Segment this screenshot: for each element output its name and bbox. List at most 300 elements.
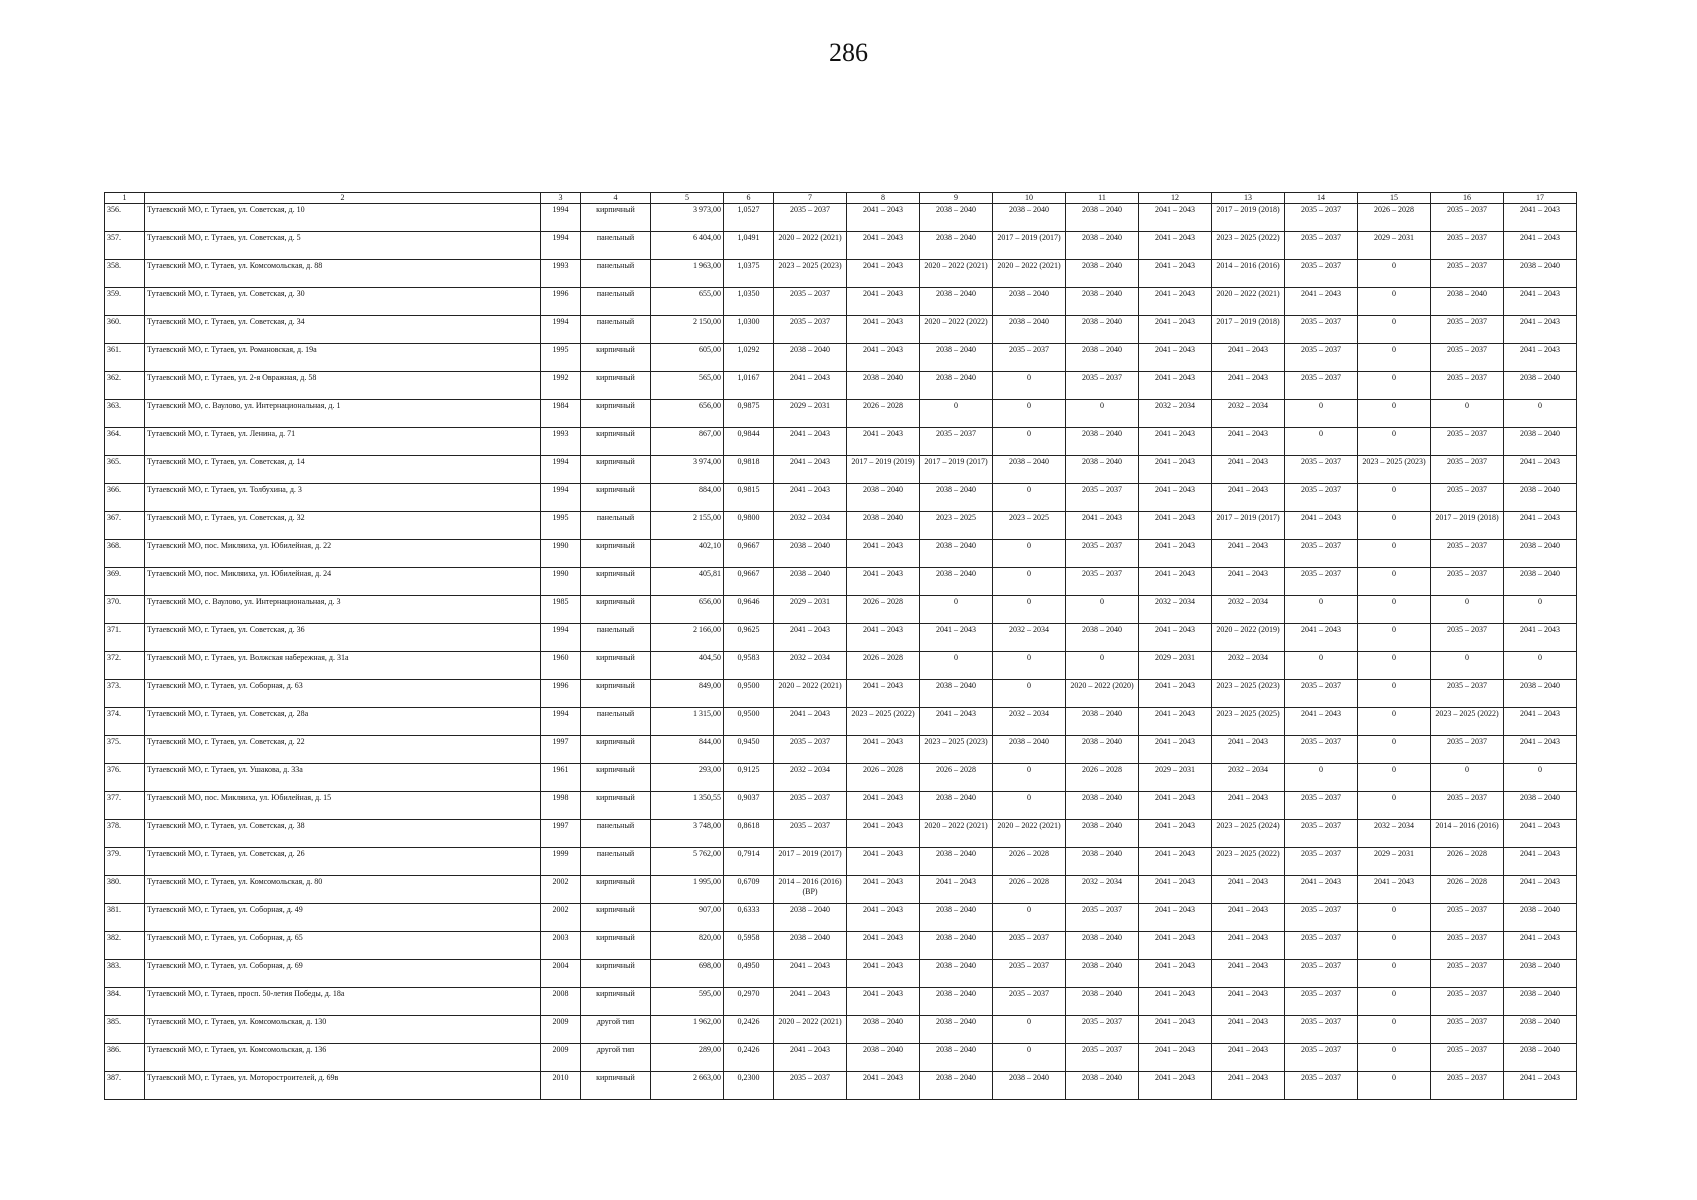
- area-cell: 656,00: [651, 400, 724, 428]
- wall-material-cell: панельный: [581, 624, 651, 652]
- year-cell: 1996: [541, 680, 581, 708]
- period-cell: 0: [993, 680, 1066, 708]
- period-cell: 2041 – 2043: [1504, 1072, 1577, 1100]
- table-row: [105, 372, 1577, 400]
- period-cell: 2038 – 2040: [920, 288, 993, 316]
- column-header: 9: [920, 193, 993, 204]
- period-cell: 2041 – 2043: [1139, 876, 1212, 904]
- address-cell: Тутаевский МО, с. Ваулово, ул. Интернациональная, д. 3: [145, 596, 541, 624]
- period-cell: 0: [1285, 428, 1358, 456]
- period-cell: 0: [1358, 1072, 1431, 1100]
- period-cell: 0: [993, 596, 1066, 624]
- year-cell: 1994: [541, 316, 581, 344]
- period-cell: 2041 – 2043: [1139, 512, 1212, 540]
- period-cell: 2038 – 2040: [1066, 232, 1139, 260]
- period-cell: 2035 – 2037: [1285, 232, 1358, 260]
- index-cell: 0,9815: [724, 484, 774, 512]
- period-cell: 0: [1358, 512, 1431, 540]
- period-cell: 0: [1358, 260, 1431, 288]
- period-cell: 2029 – 2031: [1358, 232, 1431, 260]
- period-cell: 2032 – 2034: [774, 512, 847, 540]
- period-cell: 2041 – 2043: [1212, 792, 1285, 820]
- period-cell: 2041 – 2043: [847, 540, 920, 568]
- period-cell: 0: [1504, 652, 1577, 680]
- period-cell: 2038 – 2040: [1504, 260, 1577, 288]
- period-cell: 2020 – 2022 (2020): [1066, 680, 1139, 708]
- index-cell: 0,2426: [724, 1044, 774, 1072]
- period-cell: 2035 – 2037: [774, 736, 847, 764]
- period-cell: 2041 – 2043: [847, 932, 920, 960]
- period-cell: 2020 – 2022 (2022): [920, 316, 993, 344]
- period-cell: 2041 – 2043: [847, 736, 920, 764]
- row-number-cell: 363.: [105, 400, 145, 428]
- year-cell: 2010: [541, 1072, 581, 1100]
- period-cell: 2038 – 2040: [920, 372, 993, 400]
- period-cell: 2041 – 2043: [1212, 932, 1285, 960]
- period-cell: 2035 – 2037: [1285, 904, 1358, 932]
- period-cell: 2041 – 2043: [847, 904, 920, 932]
- period-cell: 0: [1431, 400, 1504, 428]
- period-cell: 2035 – 2037: [1431, 932, 1504, 960]
- period-cell: 2041 – 2043: [1504, 316, 1577, 344]
- period-cell: 0: [1431, 652, 1504, 680]
- table-row: [105, 428, 1577, 456]
- period-cell: 2038 – 2040: [1504, 484, 1577, 512]
- period-cell: 2041 – 2043: [1212, 876, 1285, 904]
- period-cell: 2041 – 2043: [1285, 624, 1358, 652]
- period-cell: 0: [1358, 288, 1431, 316]
- period-cell: 2041 – 2043: [1139, 960, 1212, 988]
- table-row: [105, 904, 1577, 932]
- table-row: [105, 456, 1577, 484]
- wall-material-cell: панельный: [581, 288, 651, 316]
- index-cell: 1,0527: [724, 204, 774, 232]
- period-cell: 2041 – 2043: [847, 876, 920, 904]
- row-number-cell: 361.: [105, 344, 145, 372]
- period-cell: 2041 – 2043: [1285, 876, 1358, 904]
- period-cell: 0: [1358, 708, 1431, 736]
- table-row: [105, 988, 1577, 1016]
- period-cell: 2035 – 2037: [993, 960, 1066, 988]
- period-cell: 2041 – 2043: [1139, 568, 1212, 596]
- period-cell: 2035 – 2037: [1431, 428, 1504, 456]
- period-cell: 2035 – 2037: [1431, 372, 1504, 400]
- period-cell: 2041 – 2043: [1139, 624, 1212, 652]
- period-cell: 2038 – 2040: [1066, 736, 1139, 764]
- period-cell: 2041 – 2043: [1139, 988, 1212, 1016]
- wall-material-cell: кирпичный: [581, 904, 651, 932]
- period-cell: 2038 – 2040: [920, 1016, 993, 1044]
- period-cell: 2041 – 2043: [1212, 484, 1285, 512]
- year-cell: 2009: [541, 1044, 581, 1072]
- index-cell: 0,6709: [724, 876, 774, 904]
- period-cell: 2041 – 2043: [1139, 456, 1212, 484]
- period-cell: 2038 – 2040: [993, 316, 1066, 344]
- index-cell: 0,2426: [724, 1016, 774, 1044]
- period-cell: 2038 – 2040: [920, 1072, 993, 1100]
- period-cell: 2035 – 2037: [1431, 568, 1504, 596]
- period-cell: 2035 – 2037: [1066, 1016, 1139, 1044]
- period-cell: 2041 – 2043: [1212, 1072, 1285, 1100]
- column-header: 8: [847, 193, 920, 204]
- period-cell: 2035 – 2037: [1431, 792, 1504, 820]
- year-cell: 1995: [541, 344, 581, 372]
- index-cell: 0,9646: [724, 596, 774, 624]
- address-cell: Тутаевский МО, с. Ваулово, ул. Интернациональная, д. 1: [145, 400, 541, 428]
- row-number-cell: 382.: [105, 932, 145, 960]
- period-cell: 2038 – 2040: [1066, 932, 1139, 960]
- period-cell: 2035 – 2037: [1431, 960, 1504, 988]
- table-row: [105, 344, 1577, 372]
- table-row: [105, 652, 1577, 680]
- period-cell: 2032 – 2034: [1358, 820, 1431, 848]
- buildings-table: [104, 192, 1577, 1100]
- period-cell: 2038 – 2040: [1066, 848, 1139, 876]
- year-cell: 2004: [541, 960, 581, 988]
- column-header: 13: [1212, 193, 1285, 204]
- period-cell: 2035 – 2037: [1431, 736, 1504, 764]
- period-cell: 2041 – 2043: [1139, 344, 1212, 372]
- wall-material-cell: кирпичный: [581, 456, 651, 484]
- column-header: 14: [1285, 193, 1358, 204]
- period-cell: 2035 – 2037: [1431, 456, 1504, 484]
- index-cell: 0,8618: [724, 820, 774, 848]
- area-cell: 5 762,00: [651, 848, 724, 876]
- area-cell: 1 350,55: [651, 792, 724, 820]
- address-cell: Тутаевский МО, г. Тутаев, ул. Советская, д. 34: [145, 316, 541, 344]
- period-cell: 0: [1431, 764, 1504, 792]
- row-number-cell: 383.: [105, 960, 145, 988]
- period-cell: 2026 – 2028: [1066, 764, 1139, 792]
- period-cell: 2041 – 2043: [1139, 428, 1212, 456]
- index-cell: 0,9450: [724, 736, 774, 764]
- address-cell: Тутаевский МО, г. Тутаев, ул. Соборная, д. 63: [145, 680, 541, 708]
- period-cell: 0: [993, 540, 1066, 568]
- period-cell: 2038 – 2040: [993, 736, 1066, 764]
- period-cell: 0: [1358, 372, 1431, 400]
- period-cell: 0: [1358, 316, 1431, 344]
- year-cell: 1990: [541, 540, 581, 568]
- table-row: [105, 1072, 1577, 1100]
- period-cell: 0: [1066, 596, 1139, 624]
- period-cell: 2035 – 2037: [1285, 932, 1358, 960]
- period-cell: 2035 – 2037: [1285, 680, 1358, 708]
- period-cell: 2032 – 2034: [1212, 596, 1285, 624]
- period-cell: 2041 – 2043: [847, 848, 920, 876]
- period-cell: 2041 – 2043: [1285, 708, 1358, 736]
- period-cell: 2041 – 2043: [1212, 428, 1285, 456]
- wall-material-cell: панельный: [581, 848, 651, 876]
- area-cell: 2 166,00: [651, 624, 724, 652]
- period-cell: 2038 – 2040: [1066, 708, 1139, 736]
- period-cell: 2026 – 2028: [847, 596, 920, 624]
- period-cell: 2032 – 2034: [993, 708, 1066, 736]
- year-cell: 1994: [541, 204, 581, 232]
- period-cell: 2041 – 2043: [847, 568, 920, 596]
- period-cell: 2041 – 2043: [1066, 512, 1139, 540]
- table-row: [105, 512, 1577, 540]
- period-cell: 2029 – 2031: [1139, 652, 1212, 680]
- period-cell: 2035 – 2037: [1431, 204, 1504, 232]
- period-cell: 2041 – 2043: [774, 624, 847, 652]
- period-cell: 0: [993, 1044, 1066, 1072]
- period-cell: 2035 – 2037: [1431, 344, 1504, 372]
- period-cell: 2035 – 2037: [774, 288, 847, 316]
- period-cell: 2041 – 2043: [920, 876, 993, 904]
- period-cell: 2035 – 2037: [1431, 260, 1504, 288]
- period-cell: 2026 – 2028: [847, 764, 920, 792]
- period-cell: 2035 – 2037: [1285, 568, 1358, 596]
- wall-material-cell: кирпичный: [581, 764, 651, 792]
- year-cell: 1990: [541, 568, 581, 596]
- period-cell: 0: [1358, 400, 1431, 428]
- address-cell: Тутаевский МО, г. Тутаев, ул. Советская, д. 36: [145, 624, 541, 652]
- period-cell: 2038 – 2040: [920, 204, 993, 232]
- period-cell: 2032 – 2034: [1139, 596, 1212, 624]
- address-cell: Тутаевский МО, пос. Микляиха, ул. Юбилейная, д. 15: [145, 792, 541, 820]
- index-cell: 1,0491: [724, 232, 774, 260]
- period-cell: 2041 – 2043: [847, 820, 920, 848]
- period-cell: 2041 – 2043: [1504, 848, 1577, 876]
- period-cell: 2020 – 2022 (2021): [774, 680, 847, 708]
- index-cell: 0,9800: [724, 512, 774, 540]
- period-cell: 2035 – 2037: [1285, 372, 1358, 400]
- period-cell: 2038 – 2040: [1504, 904, 1577, 932]
- row-number-cell: 369.: [105, 568, 145, 596]
- period-cell: 2035 – 2037: [1285, 1044, 1358, 1072]
- wall-material-cell: другой тип: [581, 1044, 651, 1072]
- wall-material-cell: другой тип: [581, 1016, 651, 1044]
- area-cell: 402,10: [651, 540, 724, 568]
- wall-material-cell: кирпичный: [581, 344, 651, 372]
- area-cell: 405,81: [651, 568, 724, 596]
- wall-material-cell: кирпичный: [581, 652, 651, 680]
- period-cell: 2017 – 2019 (2017): [993, 232, 1066, 260]
- year-cell: 2002: [541, 904, 581, 932]
- address-cell: Тутаевский МО, пос. Микляиха, ул. Юбилейная, д. 22: [145, 540, 541, 568]
- period-cell: 2023 – 2025 (2023): [1358, 456, 1431, 484]
- index-cell: 0,9583: [724, 652, 774, 680]
- address-cell: Тутаевский МО, г. Тутаев, ул. Советская, д. 5: [145, 232, 541, 260]
- period-cell: 2038 – 2040: [1504, 960, 1577, 988]
- year-cell: 2002: [541, 876, 581, 904]
- area-cell: 907,00: [651, 904, 724, 932]
- wall-material-cell: кирпичный: [581, 960, 651, 988]
- address-cell: Тутаевский МО, г. Тутаев, просп. 50-летия Победы, д. 18а: [145, 988, 541, 1016]
- period-cell: 2041 – 2043: [1504, 232, 1577, 260]
- period-cell: 2038 – 2040: [1504, 792, 1577, 820]
- period-cell: 0: [1358, 904, 1431, 932]
- row-number-cell: 359.: [105, 288, 145, 316]
- period-cell: 0: [1358, 652, 1431, 680]
- period-cell: 2041 – 2043: [1504, 876, 1577, 904]
- column-header: 3: [541, 193, 581, 204]
- wall-material-cell: кирпичный: [581, 428, 651, 456]
- period-cell: 2041 – 2043: [847, 680, 920, 708]
- period-cell: 2041 – 2043: [1139, 932, 1212, 960]
- year-cell: 1992: [541, 372, 581, 400]
- period-cell: 2041 – 2043: [847, 204, 920, 232]
- period-cell: 2041 – 2043: [920, 624, 993, 652]
- period-cell: 2023 – 2025 (2025): [1212, 708, 1285, 736]
- period-cell: 2041 – 2043: [1285, 288, 1358, 316]
- row-number-cell: 365.: [105, 456, 145, 484]
- period-cell: 2038 – 2040: [1066, 288, 1139, 316]
- period-cell: 2041 – 2043: [1139, 708, 1212, 736]
- period-cell: 2041 – 2043: [1212, 904, 1285, 932]
- period-cell: 2038 – 2040: [1504, 988, 1577, 1016]
- wall-material-cell: панельный: [581, 260, 651, 288]
- period-cell: 2023 – 2025 (2022): [1431, 708, 1504, 736]
- period-cell: 2032 – 2034: [1212, 652, 1285, 680]
- period-cell: 2041 – 2043: [1504, 820, 1577, 848]
- index-cell: 1,0292: [724, 344, 774, 372]
- table-row: [105, 1016, 1577, 1044]
- year-cell: 1998: [541, 792, 581, 820]
- period-cell: 2041 – 2043: [1139, 736, 1212, 764]
- wall-material-cell: панельный: [581, 232, 651, 260]
- index-cell: 0,9625: [724, 624, 774, 652]
- period-cell: 2026 – 2028: [993, 876, 1066, 904]
- period-cell: 2038 – 2040: [774, 932, 847, 960]
- table-row: [105, 316, 1577, 344]
- table-row: [105, 848, 1577, 876]
- period-cell: 2041 – 2043: [1139, 204, 1212, 232]
- index-cell: 0,9844: [724, 428, 774, 456]
- period-cell: 0: [1504, 400, 1577, 428]
- period-cell: 2041 – 2043: [1212, 736, 1285, 764]
- year-cell: 1997: [541, 736, 581, 764]
- row-number-cell: 362.: [105, 372, 145, 400]
- column-header: 6: [724, 193, 774, 204]
- area-cell: 3 973,00: [651, 204, 724, 232]
- address-cell: Тутаевский МО, г. Тутаев, ул. Советская, д. 26: [145, 848, 541, 876]
- period-cell: 2038 – 2040: [774, 344, 847, 372]
- period-cell: 0: [1504, 596, 1577, 624]
- row-number-cell: 366.: [105, 484, 145, 512]
- index-cell: 0,9500: [724, 708, 774, 736]
- period-cell: 2041 – 2043: [1212, 540, 1285, 568]
- area-cell: 293,00: [651, 764, 724, 792]
- period-cell: 0: [1358, 1016, 1431, 1044]
- wall-material-cell: кирпичный: [581, 792, 651, 820]
- period-cell: 0: [1066, 652, 1139, 680]
- address-cell: Тутаевский МО, г. Тутаев, ул. 2-я Овражная, д. 58: [145, 372, 541, 400]
- index-cell: 0,9500: [724, 680, 774, 708]
- period-cell: 2035 – 2037: [1285, 820, 1358, 848]
- period-cell: 0: [1358, 428, 1431, 456]
- period-cell: 2023 – 2025 (2022): [847, 708, 920, 736]
- row-number-cell: 356.: [105, 204, 145, 232]
- row-number-cell: 377.: [105, 792, 145, 820]
- wall-material-cell: панельный: [581, 820, 651, 848]
- period-cell: 2041 – 2043: [774, 372, 847, 400]
- address-cell: Тутаевский МО, г. Тутаев, ул. Толбухина, д. 3: [145, 484, 541, 512]
- table-row: [105, 1044, 1577, 1072]
- area-cell: 404,50: [651, 652, 724, 680]
- period-cell: 2014 – 2016 (2016): [1212, 260, 1285, 288]
- column-header: 2: [145, 193, 541, 204]
- period-cell: 0: [993, 428, 1066, 456]
- period-cell: 2017 – 2019 (2017): [920, 456, 993, 484]
- period-cell: 2041 – 2043: [774, 484, 847, 512]
- period-cell: 2026 – 2028: [920, 764, 993, 792]
- period-cell: 2041 – 2043: [847, 232, 920, 260]
- address-cell: Тутаевский МО, г. Тутаев, ул. Комсомольская, д. 88: [145, 260, 541, 288]
- period-cell: 2035 – 2037: [1431, 988, 1504, 1016]
- period-cell: 0: [1358, 680, 1431, 708]
- index-cell: 0,5958: [724, 932, 774, 960]
- page-number: 286: [829, 38, 868, 67]
- year-cell: 1997: [541, 820, 581, 848]
- period-cell: 2017 – 2019 (2018): [1212, 204, 1285, 232]
- period-cell: 2041 – 2043: [1212, 960, 1285, 988]
- address-cell: Тутаевский МО, г. Тутаев, ул. Соборная, д. 65: [145, 932, 541, 960]
- period-cell: 2038 – 2040: [920, 1044, 993, 1072]
- period-cell: 2032 – 2034: [1066, 876, 1139, 904]
- period-cell: 2038 – 2040: [847, 512, 920, 540]
- area-cell: 2 663,00: [651, 1072, 724, 1100]
- period-cell: 0: [1504, 764, 1577, 792]
- period-cell: 2041 – 2043: [1504, 456, 1577, 484]
- period-cell: 2038 – 2040: [993, 1072, 1066, 1100]
- index-cell: 1,0375: [724, 260, 774, 288]
- address-cell: Тутаевский МО, г. Тутаев, ул. Соборная, д. 69: [145, 960, 541, 988]
- year-cell: 1994: [541, 708, 581, 736]
- area-cell: 1 963,00: [651, 260, 724, 288]
- period-cell: 2035 – 2037: [1285, 848, 1358, 876]
- period-cell: 0: [920, 652, 993, 680]
- column-header: 12: [1139, 193, 1212, 204]
- area-cell: 698,00: [651, 960, 724, 988]
- period-cell: 2038 – 2040: [847, 484, 920, 512]
- period-cell: 2035 – 2037: [1431, 1072, 1504, 1100]
- period-cell: 2035 – 2037: [1285, 344, 1358, 372]
- period-cell: 2041 – 2043: [1139, 820, 1212, 848]
- period-cell: 2038 – 2040: [1431, 288, 1504, 316]
- period-cell: 2035 – 2037: [993, 932, 1066, 960]
- period-cell: 2017 – 2019 (2018): [1212, 316, 1285, 344]
- table-row: [105, 708, 1577, 736]
- period-cell: 2038 – 2040: [920, 932, 993, 960]
- table-row: [105, 288, 1577, 316]
- row-number-cell: 381.: [105, 904, 145, 932]
- column-header: 4: [581, 193, 651, 204]
- period-cell: 2038 – 2040: [1066, 456, 1139, 484]
- period-cell: 2041 – 2043: [847, 988, 920, 1016]
- period-cell: 2035 – 2037: [1285, 1072, 1358, 1100]
- address-cell: Тутаевский МО, г. Тутаев, ул. Советская, д. 32: [145, 512, 541, 540]
- period-cell: 2035 – 2037: [1066, 904, 1139, 932]
- period-cell: 2023 – 2025 (2022): [1212, 848, 1285, 876]
- period-cell: 2038 – 2040: [920, 792, 993, 820]
- period-cell: 0: [1358, 932, 1431, 960]
- wall-material-cell: кирпичный: [581, 540, 651, 568]
- row-number-cell: 385.: [105, 1016, 145, 1044]
- period-cell: 0: [1358, 764, 1431, 792]
- area-cell: 820,00: [651, 932, 724, 960]
- index-cell: 0,4950: [724, 960, 774, 988]
- period-cell: 2041 – 2043: [847, 428, 920, 456]
- period-cell: 2029 – 2031: [774, 596, 847, 624]
- period-cell: 2038 – 2040: [1504, 540, 1577, 568]
- period-cell: 2035 – 2037: [1285, 540, 1358, 568]
- period-cell: 2041 – 2043: [847, 1072, 920, 1100]
- period-cell: 2041 – 2043: [847, 792, 920, 820]
- year-cell: 1994: [541, 232, 581, 260]
- period-cell: 0: [993, 568, 1066, 596]
- period-cell: 2035 – 2037: [1285, 792, 1358, 820]
